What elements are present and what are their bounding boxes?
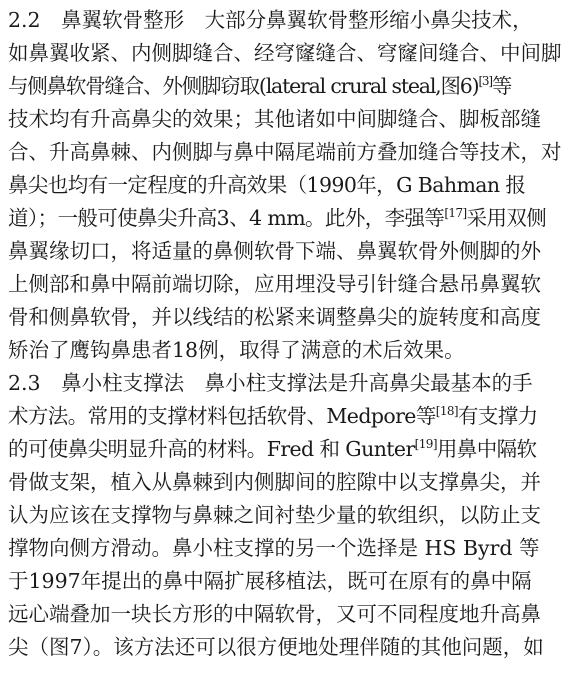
text-line-19: 远心端叠加一块长方形的中隔软骨，又可不同程度地升高鼻 xyxy=(8,602,541,626)
paragraph-line xyxy=(8,532,540,565)
text-line-15: 骨做支架，植入从鼻棘到内侧脚间的腔隙中以支撑鼻尖，并 xyxy=(8,470,541,494)
citation-ref-19: [19] xyxy=(414,437,437,452)
paragraph-line xyxy=(8,499,541,532)
paragraph-line xyxy=(8,400,538,433)
paragraph-line xyxy=(8,598,541,631)
citation-ref-17: [17] xyxy=(444,206,467,221)
text-line-5: 合、升高鼻棘、内侧脚与鼻中隔尾端前方叠加缝合等技术，对 xyxy=(8,140,562,164)
paragraph-line xyxy=(8,301,541,334)
text-line-11: 矫治了鹰钩鼻患者18例，取得了满意的术后效果。 xyxy=(8,338,465,362)
text-line-9: 上侧部和鼻中隔前端切除，应用埋没导引针缝合悬吊鼻翼软 xyxy=(8,272,541,296)
text-line-20: 尖（图7）。该方法还可以很方便地处理伴随的其他问题，如 xyxy=(8,635,544,659)
section-2-3-heading-line xyxy=(8,367,533,400)
paragraph-line xyxy=(8,466,541,499)
text-line-13-tail: 有支撑力 xyxy=(457,404,538,428)
paragraph-line xyxy=(8,433,536,466)
paragraph-line xyxy=(8,631,544,664)
text-line-18: 于1997年提出的鼻中隔扩展移植法，既可在原有的鼻中隔 xyxy=(8,569,532,593)
text-line-2: 如鼻翼收紧、内侧脚缝合、经穹窿缝合、穹窿间缝合、中间脚 xyxy=(8,41,562,65)
paragraph-line xyxy=(8,565,532,598)
text-line-14: 的可使鼻尖明显升高的材料。Fred 和 Gunter xyxy=(8,437,415,461)
citation-ref-3: [3] xyxy=(478,74,492,89)
text-line-1: 2.2 鼻翼软骨整形 大部分鼻翼软骨整形缩小鼻尖技术， xyxy=(8,8,533,32)
text-line-8: 鼻翼缘切口，将适量的鼻侧软骨下端、鼻翼软骨外侧脚的外 xyxy=(8,239,541,263)
text-line-17: 撑物向侧方滑动。鼻小柱支撑的另一个选择是 HS Byrd 等 xyxy=(8,536,540,560)
paragraph-line xyxy=(8,268,541,301)
text-line-14-tail: 用鼻中隔软 xyxy=(436,437,537,461)
paragraph-line xyxy=(8,235,541,268)
paragraph-line xyxy=(8,169,525,202)
paragraph-line xyxy=(8,70,511,103)
paragraph-line xyxy=(8,37,562,70)
text-line-7-tail: 采用双侧 xyxy=(466,206,547,230)
text-line-3: 与侧鼻软骨缝合、外侧脚窃取(lateral crural steal,图6) xyxy=(8,74,479,98)
paragraph-line xyxy=(8,334,465,367)
text-line-10: 骨和侧鼻软骨，并以线结的松紧来调整鼻尖的旋转度和高度 xyxy=(8,305,541,329)
citation-ref-18: [18] xyxy=(435,404,458,419)
text-line-16: 认为应该在支撑物与鼻棘之间衬垫少量的软组织，以防止支 xyxy=(8,503,541,527)
paragraph-line xyxy=(8,136,562,169)
text-line-6: 鼻尖也均有一定程度的升高效果（1990年，G Bahman 报 xyxy=(8,173,526,197)
section-2-2-heading-line xyxy=(8,4,533,37)
text-line-4: 技术均有升高鼻尖的效果；其他诸如中间脚缝合、脚板部缝 xyxy=(8,107,541,131)
text-line-12: 2.3 鼻小柱支撑法 鼻小柱支撑法是升高鼻尖最基本的手 xyxy=(8,371,533,395)
text-line-13: 术方法。常用的支撑材料包括软骨、Medpore等 xyxy=(8,404,436,428)
paragraph-line xyxy=(8,202,546,235)
text-line-3-tail: 等 xyxy=(491,74,512,98)
paragraph-line xyxy=(8,103,541,136)
text-line-7: 道）；一般可使鼻尖升高3、4 mm。此外，李强等 xyxy=(8,206,445,230)
